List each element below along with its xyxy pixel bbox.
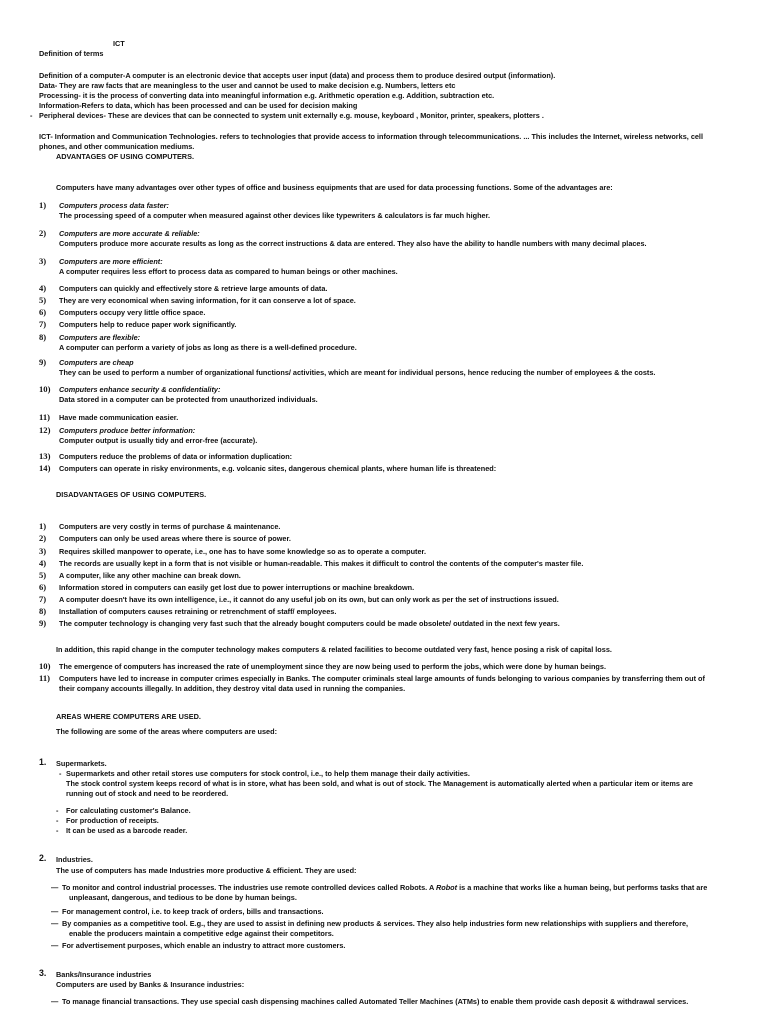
advantage-text: Computers help to reduce paper work significantly. (59, 320, 237, 329)
advantage-text: Have made communication easier. (59, 413, 179, 422)
list-number: 1. (39, 757, 47, 767)
advantage-title: Computers are more efficient: (59, 257, 163, 266)
areas-heading: AREAS WHERE COMPUTERS ARE USED. (56, 712, 201, 721)
bullet-text: is a machine that works like a human being, but performs tasks that are (457, 883, 708, 892)
list-number: 12) (39, 425, 51, 435)
banks-title: Banks/Insurance industries (56, 970, 152, 979)
advantage-title: Computers are flexible: (59, 333, 141, 342)
industries-bullet-robots (62, 883, 707, 892)
advantage-title: Computers are more accurate & reliable: (59, 229, 200, 238)
areas-intro: The following are some of the areas where computers are used: (56, 727, 277, 736)
industries-bullet-robots-line2: unpleasant, dangerous, and tedious to be done by human beings. (69, 893, 297, 902)
list-number: 2. (39, 853, 47, 863)
disadvantage-text: Computers can only be used areas where there is source of power. (59, 534, 291, 543)
definition-data: Data- They are raw facts that are meaningless to the user and cannot be used to make decision e.g. Numbers, letters etc (39, 81, 456, 90)
industries-bullet-competitive-line2: enable the producers maintain a competitive edge against their competitors. (69, 929, 334, 938)
disadvantage-text: Information stored in computers can easily get lost due to power interruptions or machine breakdown. (59, 583, 415, 592)
list-number: 10) (39, 661, 51, 671)
disadvantage-text: Computers are very costly in terms of purchase & maintenance. (59, 522, 281, 531)
robot-term: Robot (435, 883, 458, 892)
definition-computer: Definition of a computer-A computer is an electronic device that accepts user input (data) and process them to produce desired output (information). (39, 71, 556, 80)
advantage-text: They are very economical when saving information, for it can conserve a lot of space. (59, 296, 356, 305)
document-title: ICT (113, 39, 125, 48)
advantage-description: Data stored in a computer can be protected from unauthorized individuals. (59, 395, 318, 404)
disadvantages-heading: DISADVANTAGES OF USING COMPUTERS. (56, 490, 207, 499)
bullet-dash-icon: - (56, 806, 59, 815)
advantage-description: The processing speed of a computer when measured against other devices like typewriters & calculators is far much higher. (59, 211, 491, 220)
advantage-text: Computers reduce the problems of data or information duplication: (59, 452, 293, 461)
list-number: 6) (39, 307, 47, 317)
advantage-title: Computers enhance security & confidentiality: (59, 385, 221, 394)
disadvantage-text: A computer doesn't have its own intelligence, i.e., it cannot do any useful job on its own, but can only work as per the set of instructions issued. (59, 595, 559, 604)
list-number: 9) (39, 357, 47, 367)
list-number: 14) (39, 463, 51, 473)
industries-bullet-advertisement: For advertisement purposes, which enable an industry to attract more customers. (62, 941, 346, 950)
list-number: 11) (39, 673, 50, 683)
supermarkets-title: Supermarkets. (56, 759, 107, 768)
bullet-dash-icon: - (56, 826, 59, 835)
list-number: 3) (39, 256, 47, 266)
list-number: 5) (39, 570, 47, 580)
bullet-emdash-icon: — (51, 919, 59, 928)
bullet-emdash-icon: — (51, 883, 59, 892)
list-number: 1) (39, 521, 47, 531)
supermarkets-paragraph-line1: The stock control system keeps record of what is in store, what has been sold, and what is out of stock. The Management is automatically alerted when a particular item or items are (66, 779, 693, 788)
list-number: 8) (39, 332, 47, 342)
definitions-heading: Definition of terms (39, 49, 104, 58)
list-number: 2) (39, 533, 47, 543)
ict-paragraph-line2: phones, and other communication mediums. (39, 142, 195, 151)
bullet-emdash-icon: — (51, 997, 59, 1006)
bullet-emdash-icon: — (51, 941, 59, 950)
disadvantage-text: their company accounts illegally. In addition, they destroy vital data used in running the companies. (59, 684, 406, 693)
disadvantage-text: The computer technology is changing very fast such that the already bought computers could be made obsolete/ outdated in the next few years. (59, 619, 560, 628)
list-number: 7) (39, 594, 47, 604)
list-number: 11) (39, 412, 50, 422)
disadvantages-note: In addition, this rapid change in the computer technology makes computers & related facilities to become outdated very fast, hence posing a risk of capital loss. (56, 645, 612, 654)
list-number: 4) (39, 558, 47, 568)
list-number: 3) (39, 546, 47, 556)
list-number: 10) (39, 384, 51, 394)
advantages-intro: Computers have many advantages over other types of office and business equipments that are used for data processing functions. Some of the advantages are: (56, 183, 613, 192)
advantage-text: Computers can operate in risky environments, e.g. volcanic sites, dangerous chemical plants, where human life is threatened: (59, 464, 497, 473)
list-number: 8) (39, 606, 47, 616)
list-number: 2) (39, 228, 47, 238)
definition-information: Information-Refers to data, which has been processed and can be used for decision making (39, 101, 358, 110)
list-number: 9) (39, 618, 47, 628)
ict-paragraph-line1: ICT- Information and Communication Technologies. refers to technologies that provide access to information through telecommunications. ... This includes the Internet, wireless networks, cell (39, 132, 703, 141)
advantage-text: Computers occupy very little office space. (59, 308, 206, 317)
advantage-description: Computer output is usually tidy and error-free (accurate). (59, 436, 258, 445)
list-number: 4) (39, 283, 47, 293)
industries-bullet-competitive: By companies as a competitive tool. E.g., they are used to assist in defining new products & services. They also help industries form new relationships with suppliers and therefore, (62, 919, 689, 928)
advantage-text: Computers can quickly and effectively store & retrieve large amounts of data. (59, 284, 328, 293)
disadvantage-text: Installation of computers causes retraining or retrenchment of staff/ employees. (59, 607, 337, 616)
disadvantage-text: A computer, like any other machine can break down. (59, 571, 241, 580)
supermarkets-bullet: For calculating customer's Balance. (66, 806, 191, 815)
industries-bullet-management: For management control, i.e. to keep track of orders, bills and transactions. (62, 907, 324, 916)
list-number: 1) (39, 200, 47, 210)
industries-title: Industries. (56, 855, 93, 864)
bullet-dash-icon: - (56, 816, 59, 825)
disadvantage-text: The emergence of computers has increased the rate of unemployment since they are now being used to perform the jobs, which were done by human beings. (59, 662, 606, 671)
list-number: 7) (39, 319, 47, 329)
disadvantage-text: Requires skilled manpower to operate, i.e., one has to have some knowledge so as to operate a computer. (59, 547, 426, 556)
advantage-description: A computer requires less effort to process data as compared to human beings or other machines. (59, 267, 398, 276)
disadvantage-text: The records are usually kept in a form that is not visible or human-readable. This makes it difficult to control the contents of the computer's master file. (59, 559, 584, 568)
supermarkets-paragraph-line2: running out of stock and need to be reordered. (66, 789, 229, 798)
list-number: 6) (39, 582, 47, 592)
advantage-title: Computers are cheap (59, 358, 134, 367)
advantage-title: Computers produce better information: (59, 426, 196, 435)
advantages-heading: ADVANTAGES OF USING COMPUTERS. (56, 152, 194, 161)
list-number: 5) (39, 295, 47, 305)
banks-intro: Computers are used by Banks & Insurance industries: (56, 980, 245, 989)
definition-processing: Processing- it is the process of converting data into meaningful information e.g. Arithmetic operation e.g. Addition, subtraction etc. (39, 91, 495, 100)
supermarkets-bullet: Supermarkets and other retail stores use computers for stock control, i.e., to help them manage their daily activities. (66, 769, 470, 778)
list-number: 13) (39, 451, 51, 461)
bullet-dash-icon: - (30, 111, 33, 120)
definition-peripheral: Peripheral devices- These are devices that can be connected to system unit externally e.g. mouse, keyboard , Monitor, printer, speakers, plotters . (39, 111, 544, 120)
bullet-text: To monitor and control industrial processes. The industries use remote controlled devices called Robots. A (62, 883, 436, 892)
banks-bullet-atm: To manage financial transactions. They use special cash dispensing machines called Automated Teller Machines (ATMs) to enable them provide cash deposit & withdrawal services. (62, 997, 689, 1006)
supermarkets-bullet: For production of receipts. (66, 816, 159, 825)
industries-intro: The use of computers has made Industries more productive & efficient. They are used: (56, 866, 357, 875)
bullet-emdash-icon: — (51, 907, 59, 916)
bullet-dash-icon: - (59, 769, 62, 778)
disadvantage-text: Computers have led to increase in computer crimes especially in Banks. The computer criminals steal large amounts of funds belonging to various companies by transferring them out of (59, 674, 705, 683)
supermarkets-bullet: It can be used as a barcode reader. (66, 826, 188, 835)
advantage-title: Computers process data faster: (59, 201, 169, 210)
advantage-description: A computer can perform a variety of jobs as long as there is a well-defined procedure. (59, 343, 357, 352)
advantage-description: They can be used to perform a number of organizational functions/ activities, which are meant for individual persons, hence reducing the number of employees & the costs. (59, 368, 656, 377)
list-number: 3. (39, 968, 47, 978)
advantage-description: Computers produce more accurate results as long as the correct instructions & data are entered. They also have the ability to handle numbers with many decimal places. (59, 239, 647, 248)
